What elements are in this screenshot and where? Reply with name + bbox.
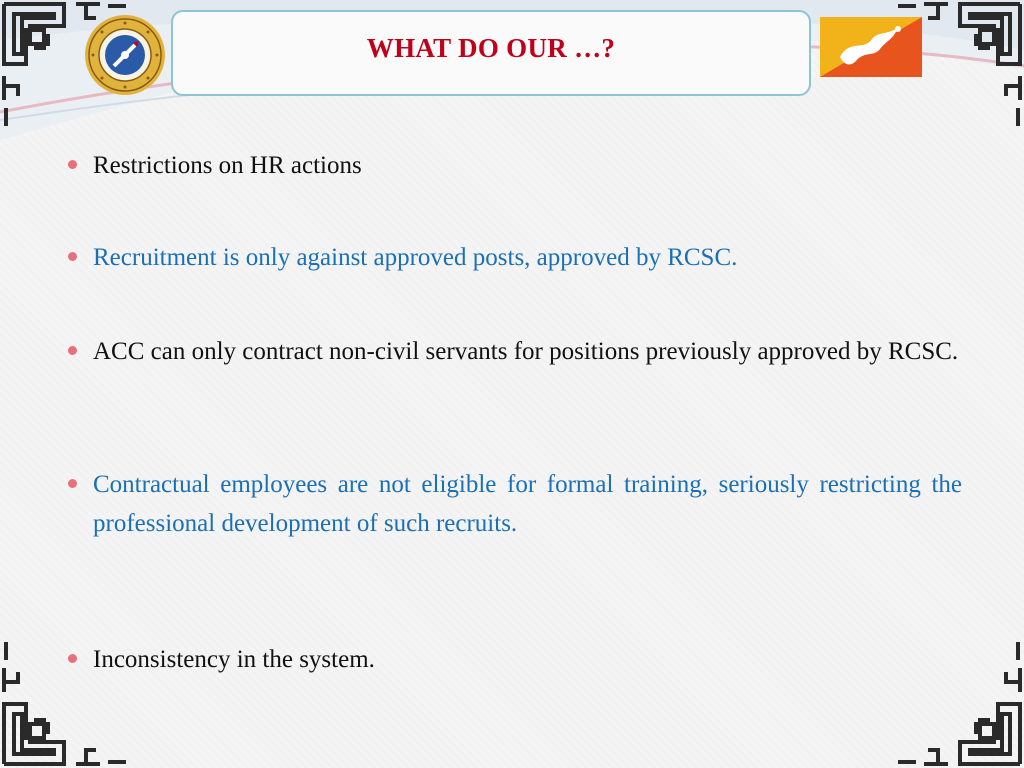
list-item [62, 465, 962, 543]
bullet-dot-icon [68, 479, 77, 488]
slide-title: WHAT DO OUR …? [366, 32, 616, 63]
title-banner [171, 10, 811, 96]
list-item [62, 238, 962, 277]
bullet-dot-icon [68, 160, 77, 169]
bullet-text: Contractual employees are not eligible for formal training, seriously restricting the professional development of such recruits. [93, 471, 962, 537]
list-item [62, 640, 962, 679]
bullet-text: Inconsistency in the system. [93, 646, 375, 673]
bullet-text: ACC can only contract non-civil servants for positions previously approved by RCSC. [93, 338, 959, 365]
bullet-dot-icon [68, 252, 77, 261]
bhutan-flag-icon [820, 17, 922, 77]
bullet-dot-icon [68, 346, 77, 355]
list-item [62, 146, 962, 185]
rcsc-emblem-icon [84, 14, 166, 96]
bullet-dot-icon [68, 654, 77, 663]
bullet-text: Recruitment is only against approved posts, approved by RCSC. [93, 244, 738, 271]
bullet-text: Restrictions on HR actions [93, 152, 362, 179]
list-item [62, 332, 962, 371]
